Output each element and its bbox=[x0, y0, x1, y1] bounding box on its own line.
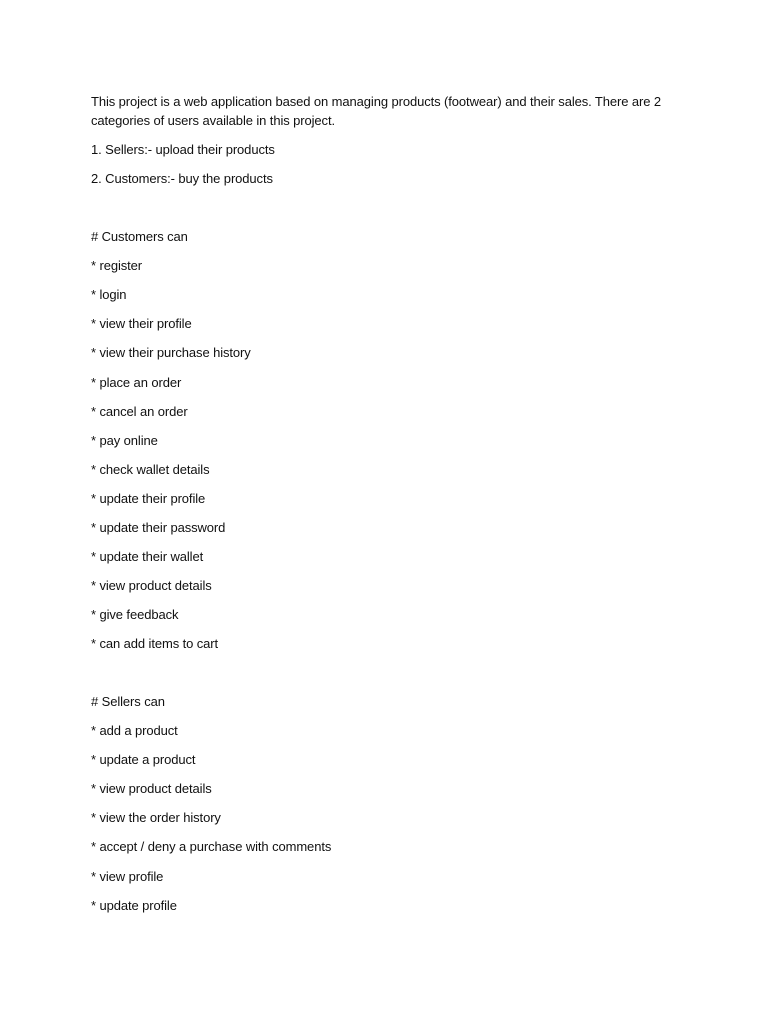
customer-ability-item: * give feedback bbox=[91, 607, 179, 622]
seller-ability-item: * accept / deny a purchase with comments bbox=[91, 839, 332, 854]
customer-ability-item: * view their purchase history bbox=[91, 345, 251, 360]
customer-ability-item: * check wallet details bbox=[91, 462, 210, 477]
customer-ability-item: * pay online bbox=[91, 433, 158, 448]
customer-ability-item: * view their profile bbox=[91, 316, 192, 331]
seller-ability-item: * view profile bbox=[91, 869, 164, 884]
customer-ability-item: * login bbox=[91, 287, 127, 302]
customer-ability-item: * update their password bbox=[91, 520, 226, 535]
user-category-customers: 2. Customers:- buy the products bbox=[91, 171, 273, 186]
customer-ability-item: * cancel an order bbox=[91, 404, 188, 419]
customer-ability-item: * view product details bbox=[91, 578, 212, 593]
sellers-heading: # Sellers can bbox=[91, 694, 165, 709]
customer-ability-item: * register bbox=[91, 258, 143, 273]
user-category-sellers: 1. Sellers:- upload their products bbox=[91, 142, 275, 157]
customer-ability-item: * place an order bbox=[91, 375, 182, 390]
customer-ability-item: * can add items to cart bbox=[91, 636, 219, 651]
seller-ability-item: * update profile bbox=[91, 898, 177, 913]
customer-ability-item: * update their profile bbox=[91, 491, 206, 506]
customers-heading: # Customers can bbox=[91, 229, 188, 244]
seller-ability-item: * view product details bbox=[91, 781, 212, 796]
customer-ability-item: * update their wallet bbox=[91, 549, 204, 564]
intro-line-1: This project is a web application based on managing products (footwear) and their sales. There are 2 bbox=[91, 94, 662, 109]
seller-ability-item: * add a product bbox=[91, 723, 178, 738]
seller-ability-item: * update a product bbox=[91, 752, 196, 767]
intro-line-2: categories of users available in this project. bbox=[91, 113, 335, 128]
seller-ability-item: * view the order history bbox=[91, 810, 221, 825]
